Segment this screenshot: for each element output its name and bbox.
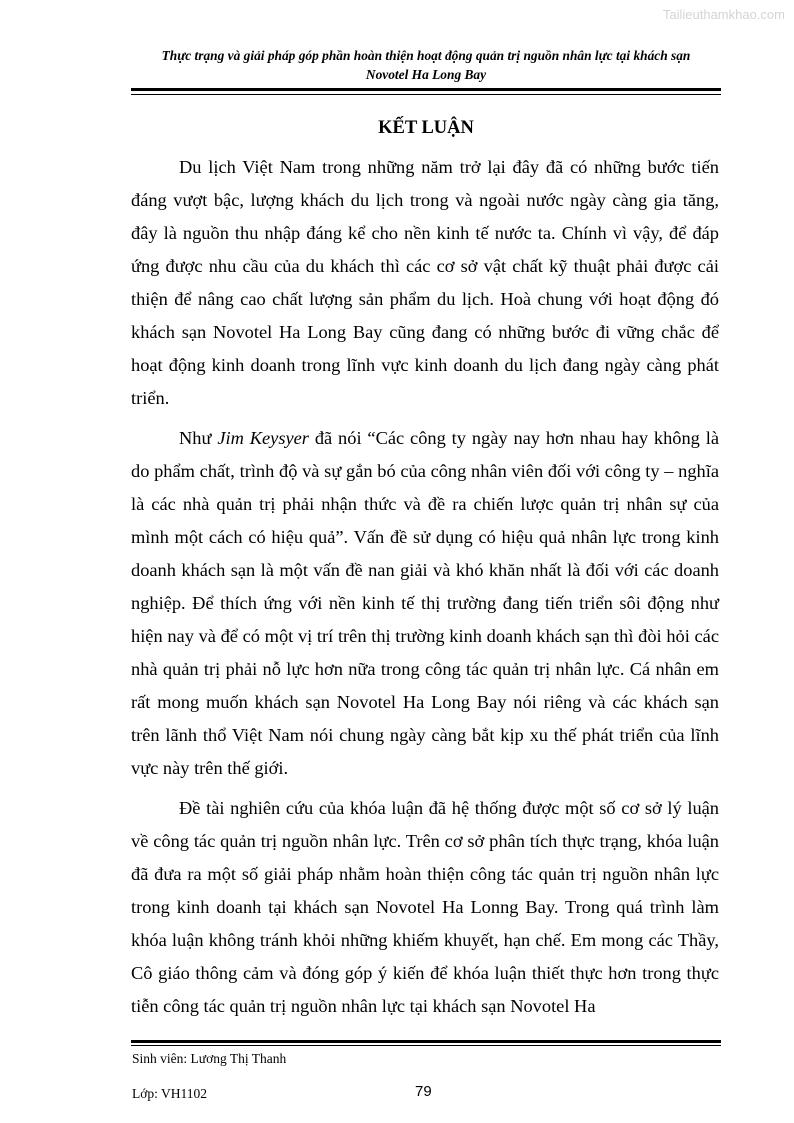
paragraph-3: Đề tài nghiên cứu của khóa luận đã hệ thống được một số cơ sở lý luận về công tác quản trị nguồn nhân lực. Trên cơ sở phân tích thực trạng, khóa luận đã đưa ra một số giải pháp nhằm hoàn thiện công tác quản trị nguồn nhân lực trong kinh doanh tại khách sạn Novotel Ha Lonng Bay. Trong quá trình làm khóa luận không tránh khỏi những khiếm khuyết, hạn chế. Em mong các Thầy, Cô giáo thông cảm và đóng góp ý kiến để khóa luận thiết thực hơn trong thực tiễn công tác quản trị nguồn nhân lực tại khách sạn Novotel Ha [131, 798, 719, 1016]
quoted-author: Jim Keysyer [217, 428, 309, 448]
paragraph-2-text: đã nói “Các công ty ngày nay hơn nhau hay không là do phẩm chất, trình độ và sự gắn bó của công nhân viên đối với công ty – nghĩa là các nhà quản trị phải nhận thức và đề ra chiến lược quản trị nhân sự của mình một cách có hiệu quả”. Vấn đề sử dụng có hiệu quả nhân lực trong kinh doanh khách sạn là một vấn đề nan giải và khó khăn nhất là đối với các doanh nghiệp. Để thích ứng với nền kinh tế thị trường đang tiến triển sôi động như hiện nay và để có một vị trí trên thị trường kinh doanh khách sạn thì đòi hỏi các nhà quản trị phải nỗ lực hơn nữa trong công tác quản trị nhân lực. Cá nhân em rất mong muốn khách sạn Novotel Ha Long Bay nói riêng và các khách sạn trên lãnh thổ Việt Nam nói chung ngày càng bắt kịp xu thế phát triển của lĩnh vực này trên thế giới. [131, 428, 719, 778]
header-rule-thick [131, 88, 721, 91]
footer-class: Lớp: VH1102 [132, 1086, 208, 1101]
footer-rule-thick [131, 1040, 721, 1043]
header-line-1: Thực trạng và giải pháp góp phần hoàn thiện hoạt động quản trị nguồn nhân lực tại khách sạn [161, 48, 691, 63]
paragraph-1: Du lịch Việt Nam trong những năm trở lại đây đã có những bước tiến đáng vượt bậc, lượng khách du lịch trong và ngoài nước ngày càng gia tăng, đây là nguồn thu nhập đáng kể cho nền kinh tế nước ta. Chính vì vậy, để đáp ứng được nhu cầu của du khách thì các cơ sở vật chất kỹ thuật phải được cải thiện để nâng cao chất lượng sản phẩm du lịch. Hoà chung với hoạt động đó khách sạn Novotel Ha Long Bay cũng đang có những bước đi vững chắc để hoạt động kinh doanh trong lĩnh vực kinh doanh du lịch đang ngày càng phát triển. [131, 157, 719, 408]
running-header [132, 46, 720, 84]
footer-rule-thin [131, 1045, 721, 1046]
body-text [131, 151, 719, 1030]
paragraph-2 [131, 422, 719, 785]
page-title: KẾT LUẬN [378, 118, 474, 138]
header-line-2: Novotel Ha Long Bay [365, 67, 487, 82]
page-number: 79 [415, 1083, 432, 1100]
header-rule-thin [131, 94, 721, 95]
paragraph-2-lead: Như [179, 428, 218, 448]
watermark-text: Tailieuthamkhao.com [662, 7, 785, 22]
footer-student-name: Sinh viên: Lương Thị Thanh [132, 1051, 287, 1066]
